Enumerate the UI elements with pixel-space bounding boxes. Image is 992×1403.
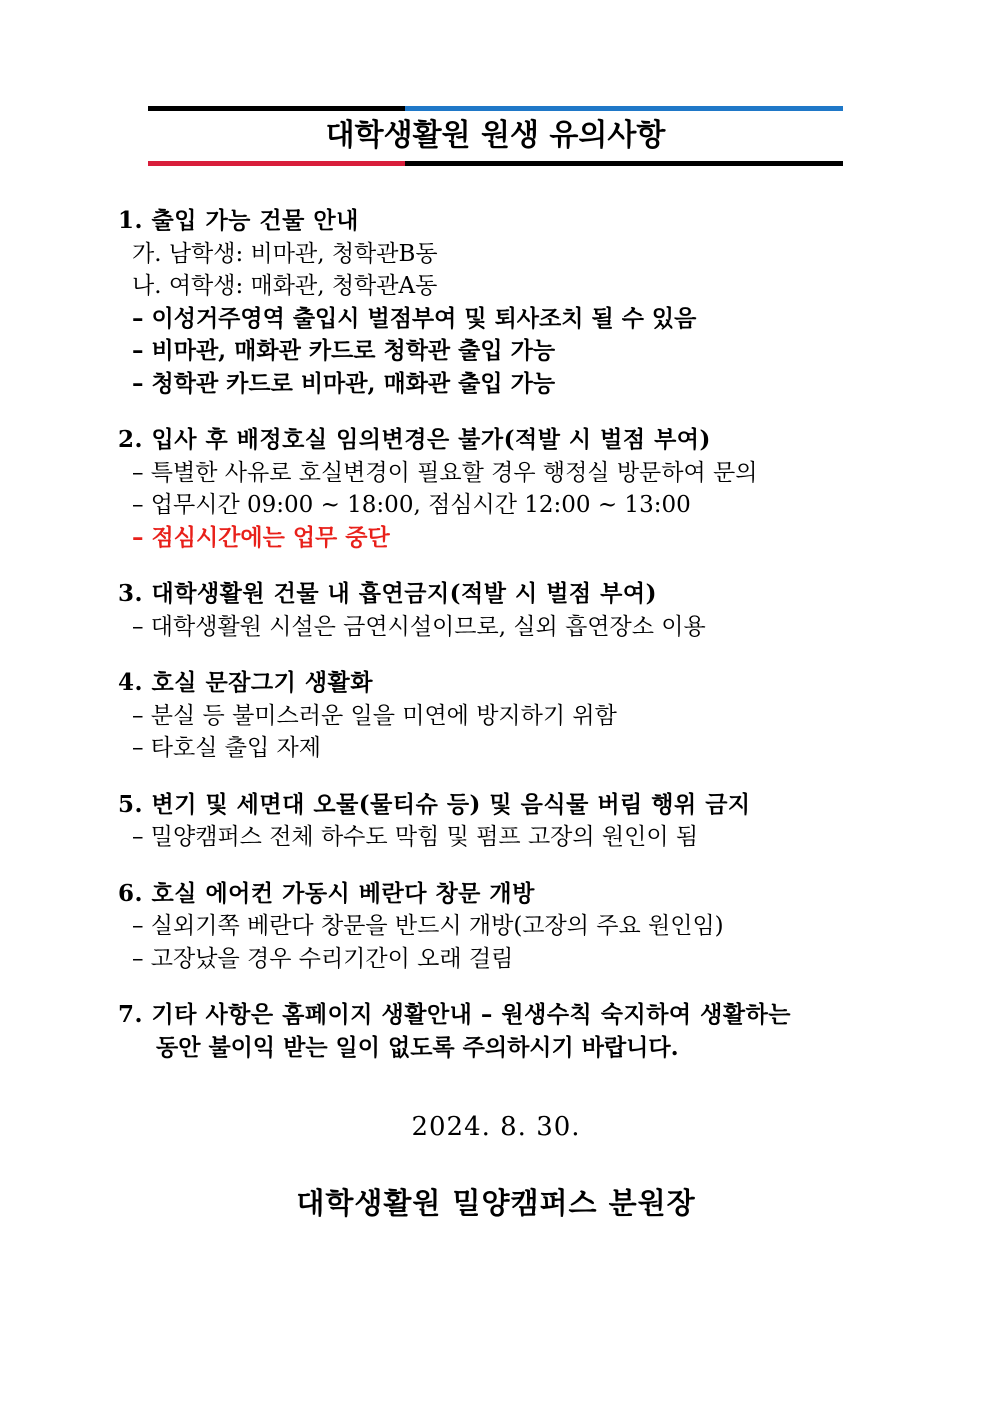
bottom-bar-red-segment [148,161,405,166]
section-line: – 비마관, 매화관 카드로 청학관 출입 가능 [132,337,556,364]
issue-date: 2024. 8. 30. [411,1112,581,1142]
section-line: 동안 불이익 받는 일이 없도록 주의하시기 바랍니다. [156,1033,679,1061]
notice-section-6 [118,878,898,976]
title-block [148,106,843,166]
section-heading: 7. 기타 사항은 홈페이지 생활안내 – 원생수칙 숙지하여 생활하는 [118,1001,792,1028]
notice-section-7 [118,999,898,1064]
section-line: – 점심시간에는 업무 중단 [132,523,390,551]
section-line: – 고장났을 경우 수리기간이 오래 걸림 [132,945,514,972]
section-heading: 6. 호실 에어컨 가동시 베란다 창문 개방 [118,879,535,907]
section-line: – 타호실 출입 자제 [132,735,321,761]
section-line: – 이성거주영역 출입시 벌점부여 및 퇴사조치 될 수 있음 [132,304,697,332]
page-title: 대학생활원 원생 유의사항 [325,118,666,153]
signer: 대학생활원 밀양캠퍼스 분원장 [296,1186,696,1220]
notice-section-5 [118,789,898,854]
section-line: 가. 남학생: 비마관, 청학관B동 [132,240,438,267]
title-bottom-bar [148,161,843,166]
section-line: – 실외기쪽 베란다 창문을 반드시 개방(고장의 주요 원인임) [132,913,724,939]
notice-section-4 [118,667,898,765]
section-heading: 1. 출입 가능 건물 안내 [118,207,359,234]
section-heading: 4. 호실 문잠그기 생활화 [118,669,373,696]
top-bar-blue-segment [405,106,843,111]
notice-section-2 [118,424,898,554]
section-line: 나. 여학생: 매화관, 청학관A동 [132,273,438,299]
notice-section-3 [118,578,898,643]
notice-content [118,205,898,1088]
section-line: – 분실 등 불미스러운 일을 미연에 방지하기 위함 [132,702,617,729]
bottom-bar-dark-segment [405,161,843,166]
title-top-bar [148,106,843,111]
notice-section-1 [118,205,898,400]
top-bar-dark-segment [148,106,405,111]
section-line: – 업무시간 09:00 ~ 18:00, 점심시간 12:00 ~ 13:00 [132,492,691,518]
section-line: – 특별한 사유로 호실변경이 필요할 경우 행정실 방문하여 문의 [132,459,758,486]
section-line: – 대학생활원 시설은 금연시설이므로, 실외 흡연장소 이용 [132,613,706,640]
section-line: – 청학관 카드로 비마관, 매화관 출입 가능 [132,369,556,397]
section-heading: 2. 입사 후 배정호실 임의변경은 불가(적발 시 벌점 부여) [118,426,711,453]
section-line: – 밀양캠퍼스 전체 하수도 막힘 및 펌프 고장의 원인이 됨 [132,824,699,850]
section-heading: 3. 대학생활원 건물 내 흡연금지(적발 시 벌점 부여) [118,580,657,607]
section-heading: 5. 변기 및 세면대 오물(물티슈 등) 및 음식물 버림 행위 금지 [118,790,751,818]
